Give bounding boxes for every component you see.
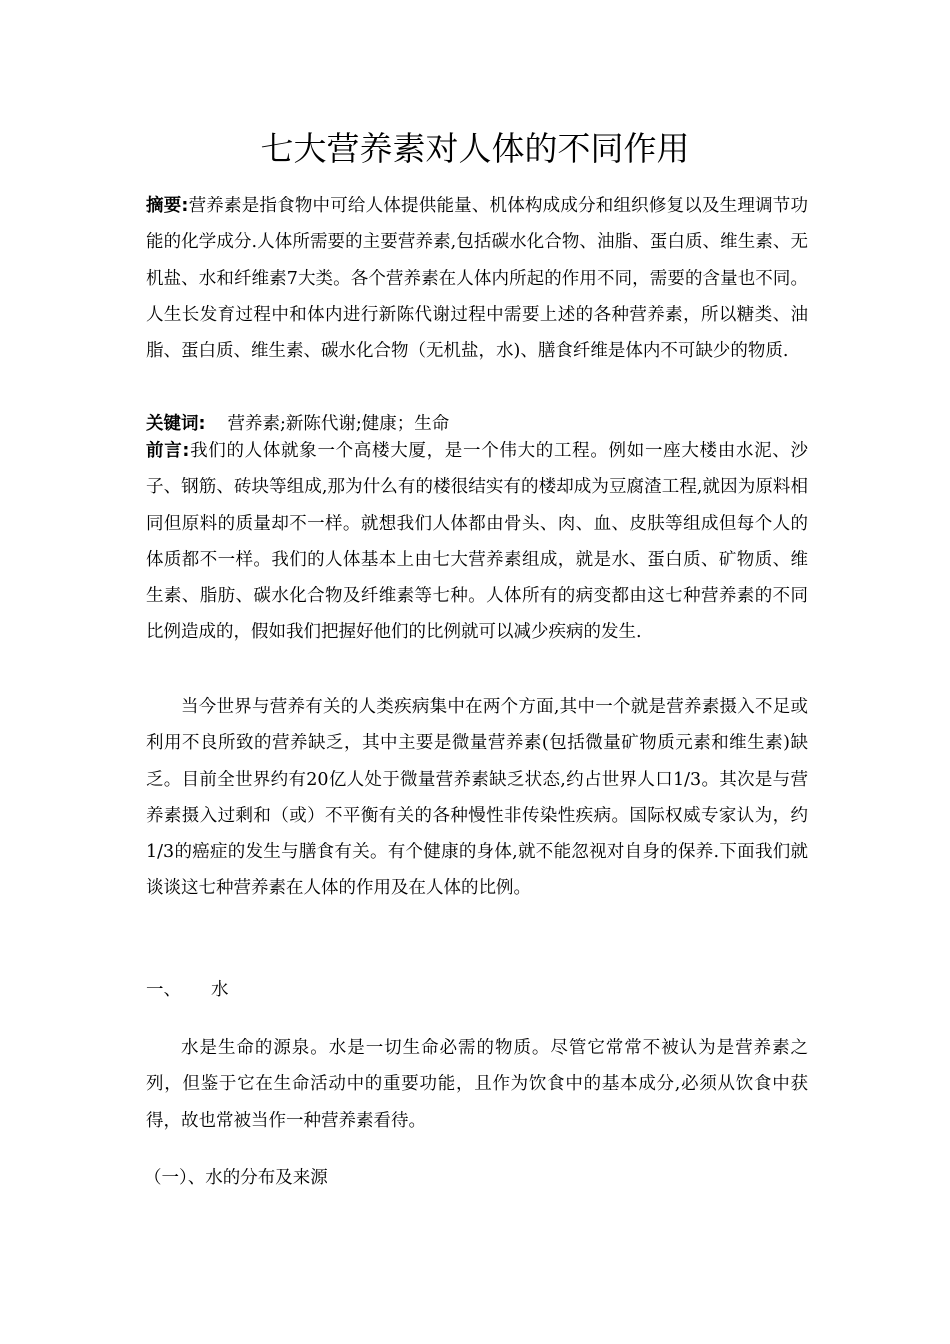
abstract-label: 摘要: bbox=[146, 196, 189, 216]
section-title: 水 bbox=[211, 980, 229, 1000]
abstract-paragraph bbox=[146, 188, 808, 369]
subsection-heading-water-distribution: （一）、水的分布及来源 bbox=[144, 1168, 328, 1188]
page-title: 七大营养素对人体的不同作用 bbox=[260, 129, 690, 168]
preface-paragraph bbox=[146, 433, 808, 651]
abstract-text: 营养素是指食物中可给人体提供能量、机体构成成分和组织修复以及生理调节功能的化学成分.人体所需要的主要营养素,包括碳水化合物、油脂、蛋白质、维生素、无机盐、水和纤维素7大类。各个营养素在人体内所起的作用不同，需要的含量也不同。人生长发育过程中和体内进行新陈代谢过程中需要上述的各种营养素，所以糖类、油脂、蛋白质、维生素、碳水化合物（无机盐，水)、膳食纤维是体内不可缺少的物质. bbox=[146, 196, 808, 362]
world-nutrition-paragraph: 当今世界与营养有关的人类疾病集中在两个方面,其中一个就是营养素摄入不足或利用不良所致的营养缺乏，其中主要是微量营养素(包括微量矿物质元素和维生素)缺乏。目前全世界约有20亿人处于微量营养素缺乏状态,约占世界人口1/3。其次是与营养素摄入过剩和（或）不平衡有关的各种慢性非传染性疾病。国际权威专家认为，约1/3的癌症的发生与膳食有关。有个健康的身体,就不能忽视对自身的保养.下面我们就谈谈这七种营养素在人体的作用及在人体的比例。 bbox=[146, 697, 808, 899]
preface-text: 我们的人体就象一个高楼大厦，是一个伟大的工程。例如一座大楼由水泥、沙子、钢筋、砖块等组成,那为什么有的楼很结实有的楼却成为豆腐渣工程,就因为原料相同但原料的质量却不一样。就想我们人体都由骨头、肉、血、皮肤等组成但每个人的体质都不一样。我们的人体基本上由七大营养素组成，就是水、蛋白质、矿物质、维生素、脂肪、碳水化合物及纤维素等七种。人体所有的病变都由这七种营养素的不同比例造成的，假如我们把握好他们的比例就可以减少疾病的发生. bbox=[146, 441, 808, 643]
water-paragraph: 水是生命的源泉。水是一切生命必需的物质。尽管它常常不被认为是营养素之列，但鉴于它在生命活动中的重要功能，且作为饮食中的基本成分,必须从饮食中获得，故也常被当作一种营养素看待。 bbox=[146, 1038, 808, 1131]
preface-label: 前言: bbox=[146, 441, 190, 461]
keywords-label: 关键词: bbox=[146, 414, 206, 434]
keywords-text: 营养素;新陈代谢;健康；生命 bbox=[227, 414, 450, 434]
section-number: 一、 bbox=[146, 980, 181, 1000]
section-heading-water bbox=[146, 977, 229, 1003]
